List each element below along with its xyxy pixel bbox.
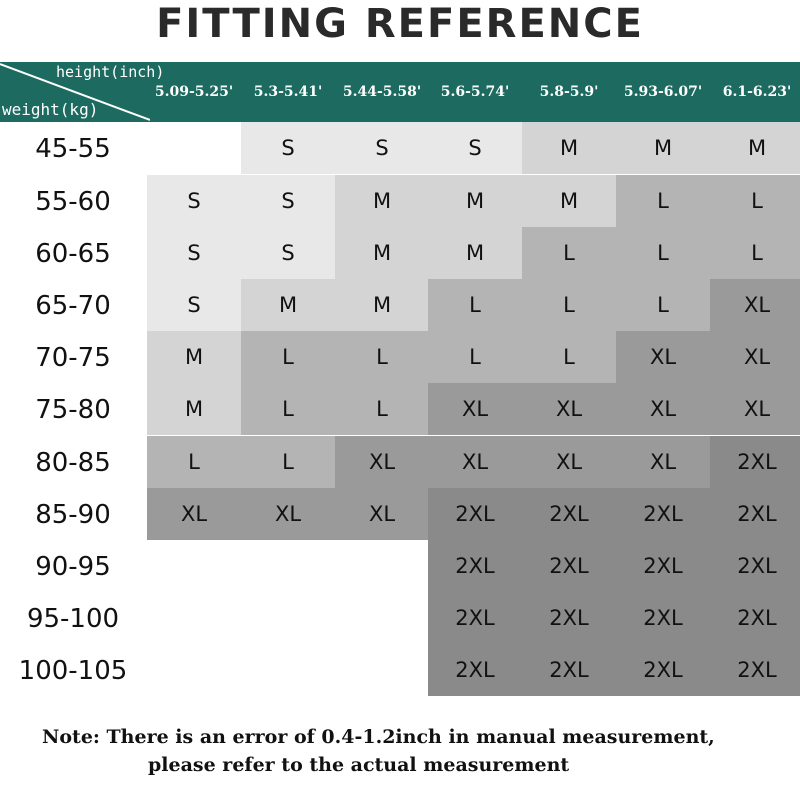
size-cell: M: [335, 279, 429, 331]
size-cell: XL: [428, 383, 522, 435]
size-cell: L: [147, 436, 241, 488]
size-cell: XL: [147, 488, 241, 540]
size-cell: XL: [335, 436, 429, 488]
size-cell: M: [241, 279, 335, 331]
column-header: 5.09-5.25': [154, 84, 234, 100]
size-cell: XL: [616, 436, 710, 488]
size-cell: 2XL: [710, 488, 800, 540]
size-cell: XL: [335, 488, 429, 540]
column-header: 5.8-5.9': [539, 84, 599, 100]
size-cell: S: [147, 227, 241, 279]
weight-row-label: 90-95: [35, 552, 111, 582]
size-cell: L: [241, 331, 335, 383]
size-cell: XL: [241, 488, 335, 540]
size-cell: 2XL: [522, 540, 616, 592]
size-cell: S: [241, 227, 335, 279]
size-cell: [147, 644, 241, 696]
size-cell: 2XL: [616, 540, 710, 592]
column-header: 6.1-6.23': [722, 84, 792, 100]
size-cell: L: [428, 331, 522, 383]
size-cell: XL: [710, 331, 800, 383]
weight-axis-label: weight(kg): [2, 100, 99, 119]
size-cell: 2XL: [710, 436, 800, 488]
note-line-2: please refer to the actual measurement: [148, 754, 570, 776]
size-cell: [241, 644, 335, 696]
size-cell: S: [428, 122, 522, 174]
weight-row-label: 80-85: [35, 448, 111, 478]
weight-row-label: 85-90: [35, 500, 111, 530]
size-cell: 2XL: [710, 540, 800, 592]
weight-row-label: 100-105: [18, 656, 128, 686]
size-cell: 2XL: [522, 592, 616, 644]
size-cell: 2XL: [616, 592, 710, 644]
height-axis-label: height(inch): [56, 63, 165, 81]
size-cell: XL: [428, 436, 522, 488]
size-cell: M: [616, 122, 710, 174]
weight-row-label: 70-75: [35, 343, 111, 373]
size-cell: S: [241, 175, 335, 227]
size-cell: 2XL: [428, 592, 522, 644]
size-cell: XL: [616, 383, 710, 435]
size-cell: L: [335, 383, 429, 435]
size-cell: [241, 540, 335, 592]
size-cell: XL: [710, 383, 800, 435]
size-cell: L: [616, 279, 710, 331]
page-title: FITTING REFERENCE: [156, 1, 644, 47]
size-cell: M: [522, 122, 616, 174]
size-cell: M: [522, 175, 616, 227]
size-cell: XL: [522, 383, 616, 435]
size-cell: L: [522, 331, 616, 383]
size-cell: 2XL: [428, 644, 522, 696]
size-cell: S: [147, 175, 241, 227]
size-cell: L: [335, 331, 429, 383]
size-cell: L: [241, 436, 335, 488]
size-cell: XL: [616, 331, 710, 383]
size-cell: L: [522, 279, 616, 331]
size-cell: 2XL: [522, 488, 616, 540]
size-cell: M: [335, 227, 429, 279]
size-cell: 2XL: [616, 488, 710, 540]
size-cell: L: [241, 383, 335, 435]
size-cell: [147, 592, 241, 644]
size-cell: 2XL: [428, 540, 522, 592]
column-header: 5.44-5.58': [342, 84, 422, 100]
size-cell: L: [616, 175, 710, 227]
size-cell: 2XL: [710, 644, 800, 696]
size-cell: 2XL: [710, 592, 800, 644]
size-cell: XL: [522, 436, 616, 488]
size-cell: L: [428, 279, 522, 331]
size-cell: S: [147, 279, 241, 331]
size-cell: [335, 644, 429, 696]
column-header: 5.93-6.07': [623, 84, 703, 100]
weight-row-label: 65-70: [35, 291, 111, 321]
size-cell: L: [710, 227, 800, 279]
weight-row-label: 60-65: [35, 239, 111, 269]
size-cell: [147, 540, 241, 592]
size-cell: M: [428, 175, 522, 227]
size-cell: L: [710, 175, 800, 227]
size-cell: 2XL: [522, 644, 616, 696]
size-cell: 2XL: [616, 644, 710, 696]
weight-row-label: 95-100: [26, 604, 120, 634]
size-cell: S: [241, 122, 335, 174]
size-cell: M: [335, 175, 429, 227]
size-cell: XL: [710, 279, 800, 331]
size-cell: [241, 592, 335, 644]
weight-row-label: 45-55: [35, 134, 111, 164]
size-cell: [335, 592, 429, 644]
size-cell: M: [147, 383, 241, 435]
size-cell: M: [147, 331, 241, 383]
size-cell: M: [710, 122, 800, 174]
weight-row-label: 75-80: [35, 395, 111, 425]
weight-row-label: 55-60: [35, 187, 111, 217]
size-cell: L: [522, 227, 616, 279]
size-cell: [147, 122, 241, 174]
size-cell: M: [428, 227, 522, 279]
column-header: 5.6-5.74': [440, 84, 510, 100]
size-cell: S: [335, 122, 429, 174]
size-cell: L: [616, 227, 710, 279]
size-cell: 2XL: [428, 488, 522, 540]
column-header: 5.3-5.41': [253, 84, 323, 100]
size-cell: [335, 540, 429, 592]
note-line-1: Note: There is an error of 0.4-1.2inch in manual measurement,: [42, 726, 715, 748]
